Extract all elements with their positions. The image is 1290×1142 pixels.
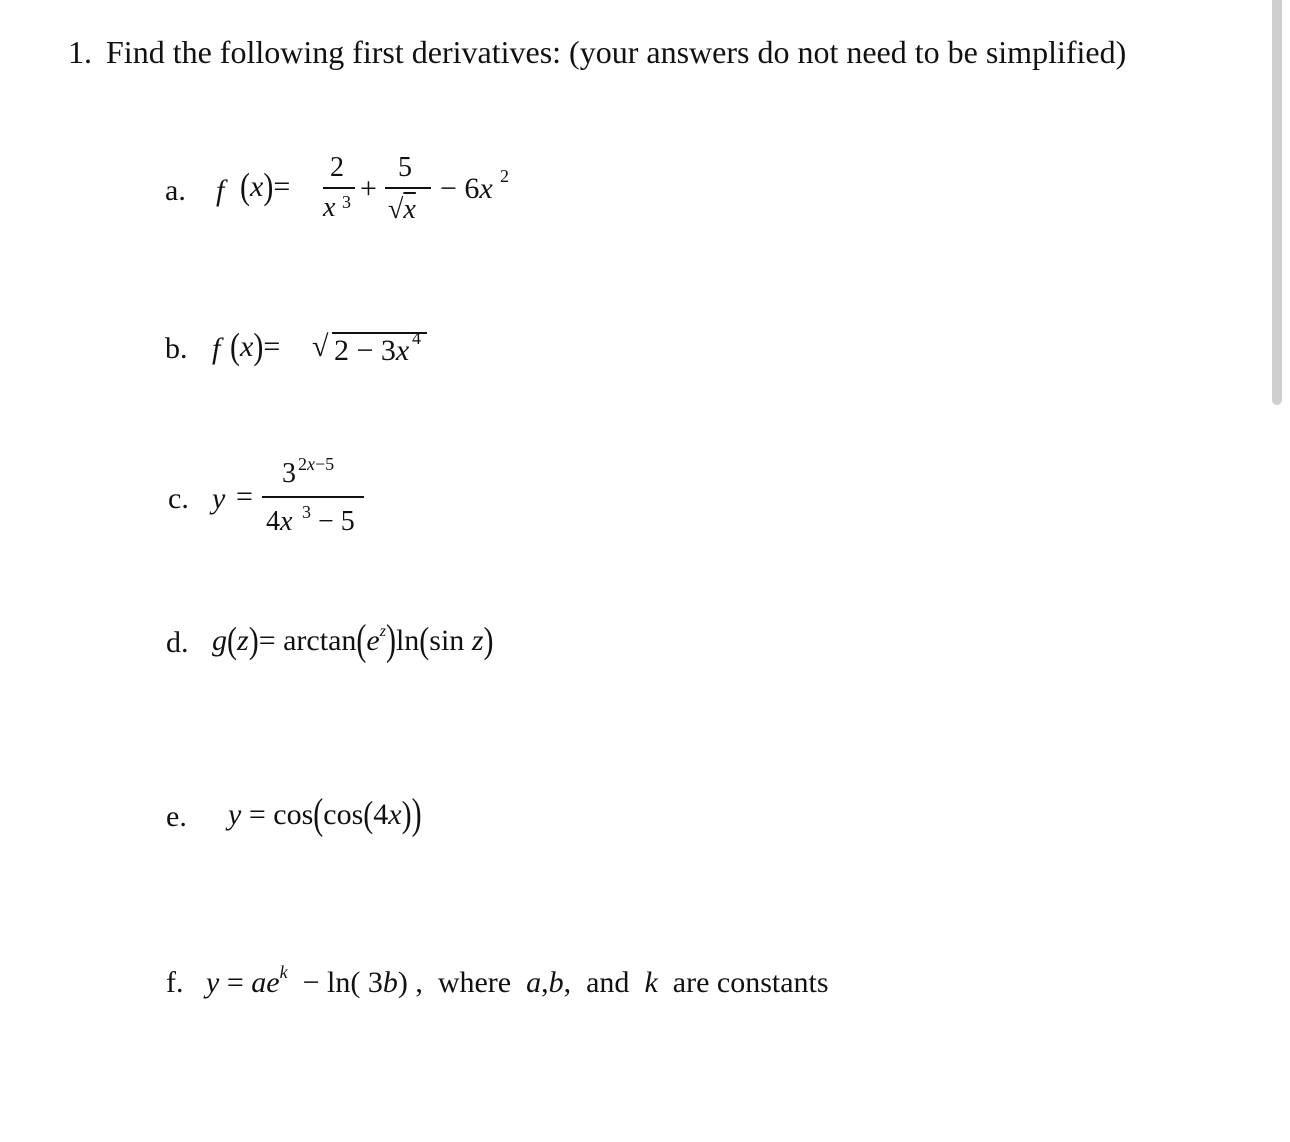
part-a-label: a. <box>165 174 186 207</box>
part-f-label: f. <box>166 966 184 999</box>
scrollbar[interactable] <box>1272 0 1282 405</box>
part-d-label: d. <box>166 626 189 659</box>
part-e-label: e. <box>166 800 187 833</box>
part-c-label: c. <box>168 482 189 515</box>
question-text: Find the following first derivatives: (your answers do not need to be simplified) <box>106 34 1127 70</box>
part-b-label: b. <box>165 332 188 365</box>
question-number: 1. <box>68 34 92 70</box>
question-title <box>68 34 1126 71</box>
